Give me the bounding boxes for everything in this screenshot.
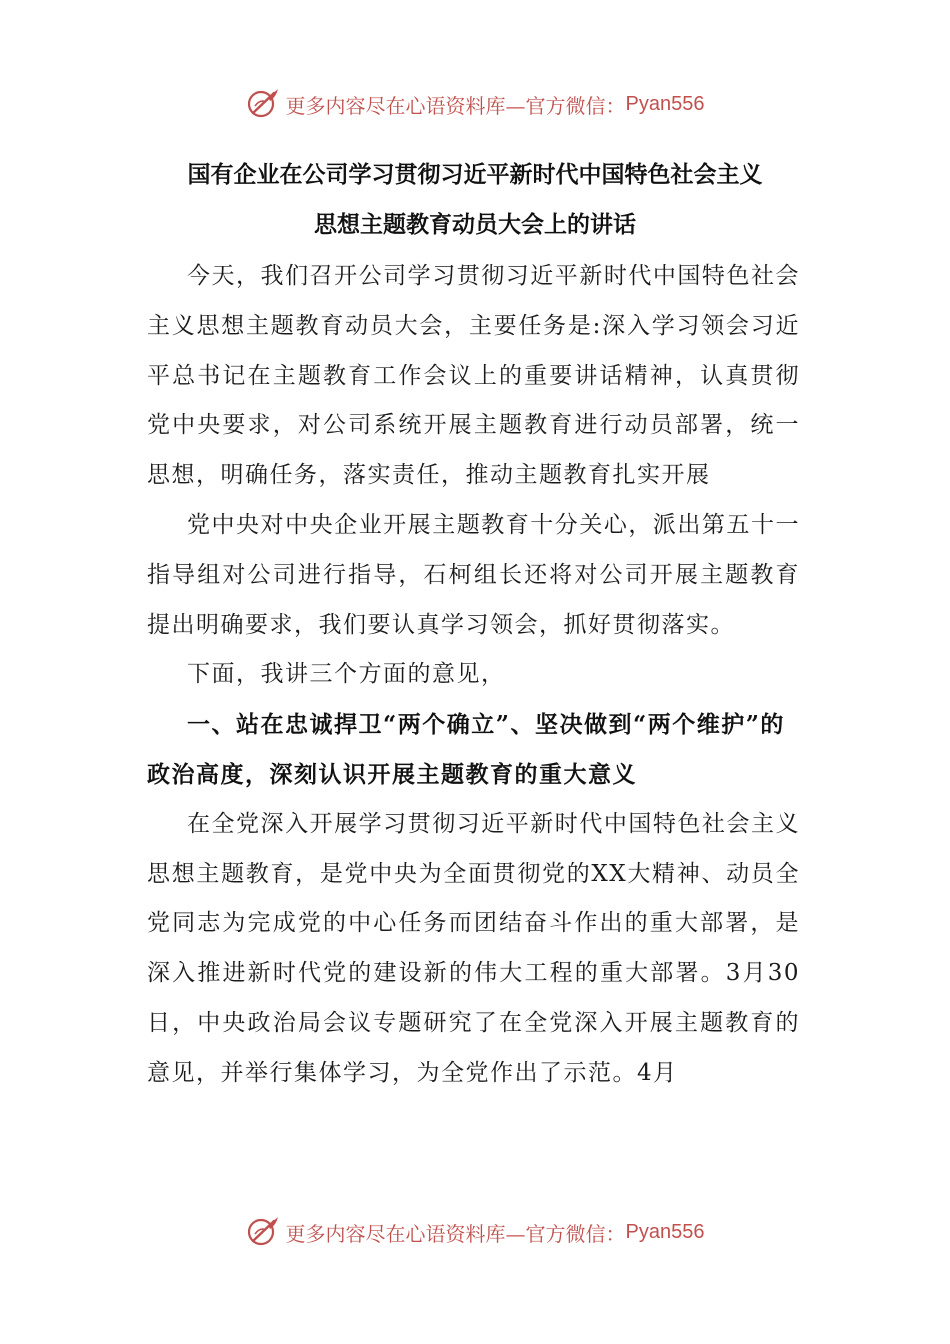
watermark-banner-top — [0, 84, 950, 124]
watermark-banner-bottom — [0, 1212, 950, 1252]
quill-logo-icon — [246, 1215, 280, 1249]
section-paragraph: 在全党深入开展学习贯彻习近平新时代中国特色社会主义思想主题教育，是党中央为全面贯彻党的XX大精神、动员全党同志为完成党的中心任务而团结奋斗作出的重大部署，是深入推进新时代党的建设新的伟大工程的重大部署。3月30日，中央政治局会议专题研究了在全党深入开展主题教育的意见，并举行集体学习，为全党作出了示范。4月 — [147, 810, 800, 1086]
wechat-id: Pyan556 — [625, 92, 705, 115]
body-paragraph: 党中央对中央企业开展主题教育十分关心，派出第五十一指导组对公司进行指导，石柯组长还将对公司开展主题教育提出明确要求，我们要认真学习领会，抓好贯彻落实。 — [147, 511, 800, 638]
quill-logo-icon — [246, 87, 280, 121]
document-body — [147, 252, 800, 1099]
document-title-line-1: 国有企业在公司学习贯彻习近平新时代中国特色社会主义 — [187, 161, 763, 188]
body-paragraph: 今天，我们召开公司学习贯彻习近平新时代中国特色社会主义思想主题教育动员大会，主要任务是:深入学习领会习近平总书记在主题教育工作会议上的重要讲话精神，认真贯彻党中央要求，对公司系统开展主题教育进行动员部署，统一思想，明确任务，落实责任，推动主题教育扎实开展 — [147, 263, 800, 489]
section-heading: 一、站在忠诚捍卫“两个确立”、坚决做到“两个维护”的政治高度，深刻认识开展主题教育的重大意义 — [147, 711, 785, 788]
watermark-text: 更多内容尽在心语资料库—官方微信： — [285, 93, 626, 118]
document-title-line-2: 思想主题教育动员大会上的讲话 — [314, 211, 636, 238]
body-paragraph: 下面，我讲三个方面的意见， — [187, 661, 506, 688]
wechat-id: Pyan556 — [625, 1220, 705, 1243]
watermark-text: 更多内容尽在心语资料库—官方微信： — [285, 1221, 626, 1246]
